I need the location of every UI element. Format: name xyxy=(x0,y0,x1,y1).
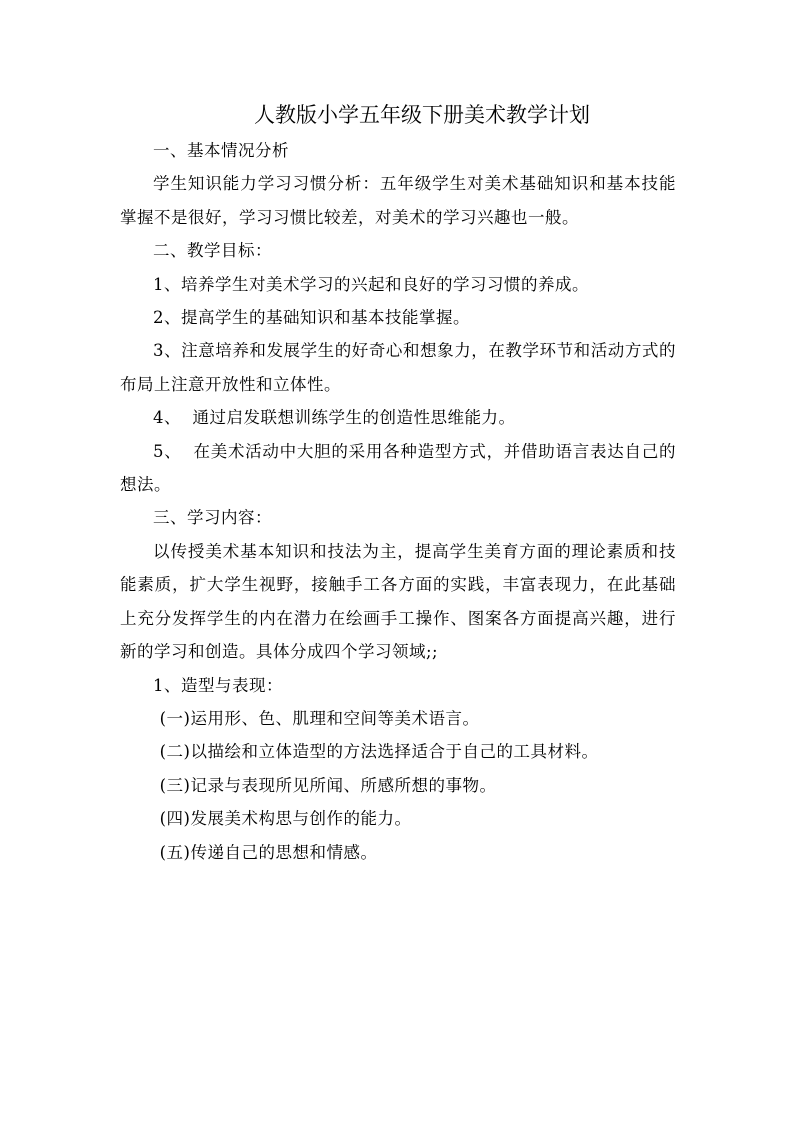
section-heading-basic-situation: 一、基本情况分析 xyxy=(153,141,289,160)
content-item-5: (五)传递自己的思想和情感。 xyxy=(159,842,378,862)
goal-item-2: 2、提高学生的基础知识和基本技能掌握。 xyxy=(153,308,470,328)
subsection-heading-modeling-expression: 1、造型与表现： xyxy=(153,675,283,695)
document-body xyxy=(120,96,676,869)
goal-item-3: 3、注意培养和发展学生的好奇心和想象力，在教学环节和活动方式的布局上注意开放性和立体性。 xyxy=(120,341,676,394)
goal-item-4: 4、 通过启发联想训练学生的创造性思维能力。 xyxy=(153,408,516,428)
document-title: 人教版小学五年级下册美术教学计划 xyxy=(254,103,590,127)
section-heading-teaching-goals: 二、教学目标： xyxy=(153,241,272,261)
paragraph-student-analysis: 学生知识能力学习习惯分析：五年级学生对美术基础知识和基本技能掌握不是很好，学习习惯比较差，对美术的学习兴趣也一般。 xyxy=(120,174,676,227)
content-item-3: (三)记录与表现所见所闻、所感所想的事物。 xyxy=(159,775,497,795)
content-item-4: (四)发展美术构思与创作的能力。 xyxy=(159,809,412,829)
content-item-1: (一)运用形、色、肌理和空间等美术语言。 xyxy=(159,708,480,728)
goal-item-5: 5、 在美术活动中大胆的采用各种造型方式，并借助语言表达自己的想法。 xyxy=(120,441,676,495)
section-heading-learning-content: 三、学习内容： xyxy=(153,508,272,528)
paragraph-learning-content: 以传授美术基本知识和技法为主，提高学生美育方面的理论素质和技能素质，扩大学生视野，接触手工各方面的实践，丰富表现力，在此基础上充分发挥学生的内在潜力在绘画手工操作、图案各方面提高兴趣，进行新的学习和创造。具体分成四个学习领域;; xyxy=(120,541,676,662)
content-item-2: (二)以描绘和立体造型的方法选择适合于自己的工具材料。 xyxy=(159,742,599,762)
goal-item-1: 1、培养学生对美术学习的兴起和良好的学习习惯的养成。 xyxy=(153,274,589,294)
